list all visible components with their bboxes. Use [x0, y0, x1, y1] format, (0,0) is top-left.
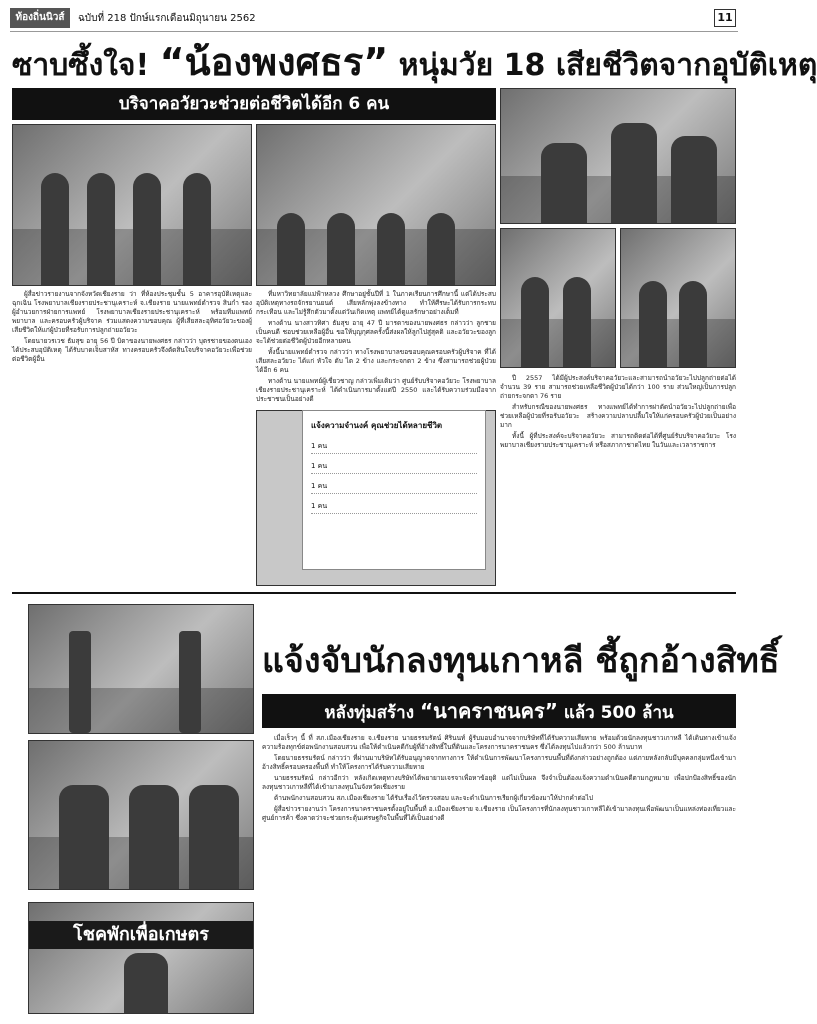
headline-suffix: หนุ่มวัย 18 เสียชีวิตจากอุบัติเหตุ [398, 48, 817, 83]
donor-card-row: 1 คน [311, 438, 477, 454]
donor-card [302, 410, 486, 570]
story1-column-1 [12, 290, 252, 586]
story2-para: โดยนายธรรมรัตน์ กล่าวว่า ที่ผ่านมาบริษัทได้รับอนุญาตจากทางการ ให้ดำเนินการพัฒนาโครงการบนพื้นที่ดังกล่าวอย่างถูกต้อง แต่ภายหลังกลับมีบุคคลกลุ่มหนึ่งเข้ามาอ้างสิทธิ์ครอบครองพื้นที่ ทำให้โครงการได้รับความเสียหาย [262, 754, 736, 771]
donor-card-title: แจ้งความจำนงค์ คุณช่วยได้หลายชีวิต [311, 421, 443, 430]
story1-banner: บริจาคอวัยวะช่วยต่อชีวิตได้อีก 6 คน [12, 88, 496, 120]
story2-body [262, 734, 736, 1014]
story1-headline [12, 40, 817, 84]
story1-col2-para: ทางด้าน นางสาวทิศา ธัมสุข อายุ 47 ปี มารดาของนายพงศธร กล่าวว่า ลูกชายเป็นคนดี ชอบช่วยเหลือผู้อื่น ขอให้บุญกุศลครั้งนี้ส่งผลให้ลูกไปสู่สุคติ และอวัยวะของลูกจะได้ช่วยต่อชีวิตผู้ป่วยอีกหลายคน [256, 319, 496, 345]
photo-investors [28, 740, 254, 890]
sign-text: โชคพักเพื่อเกษตร [29, 921, 253, 949]
newspaper-logo: ท้องถิ่นนิวส์ [10, 8, 70, 28]
banner-project-name: “นาคราชนคร” [419, 699, 558, 723]
headline-name: “น้องพงศธร” [159, 40, 389, 84]
banner-suffix: แล้ว 500 ล้าน [563, 703, 674, 723]
issue-info: ฉบับที่ 218 ปักษ์แรกเดือนมิถุนายน 2562 [78, 13, 256, 24]
story1-col2-para: ทางด้าน นายแพทย์ผู้เชี่ยวชาญ กล่าวเพิ่มเติมว่า ศูนย์รับบริจาคอวัยวะ โรงพยาบาลเชียงรายประชานุเคราะห์ ได้ดำเนินการมาตั้งแต่ปี 2550 และได้รับความร่วมมือจากประชาชนเป็นอย่างดี [256, 377, 496, 403]
story1-col3-para: ปี 2557 ได้มีผู้ประสงค์บริจาคอวัยวะและสามารถนำอวัยวะไปปลูกถ่ายต่อได้จำนวน 39 ราย สามารถช่วยเหลือชีวิตผู้ป่วยได้กว่า 100 ราย ส่วนใหญ่เป็นการปลูกถ่ายกระจกตา 76 ราย [500, 374, 736, 400]
headline-prefix: ซาบซึ้งใจ! [12, 48, 150, 83]
story2-para: เมื่อเร็วๆ นี้ ที่ สภ.เมืองเชียงราย จ.เชียงราย นายธรรมรัตน์ ศิรินนท์ ผู้รับมอบอำนาจจากบริษัทที่ได้รับความเสียหาย พร้อมด้วยนักลงทุนชาวเกาหลี ได้เดินทางเข้าแจ้งความร้องทุกข์ต่อพนักงานสอบสวน เพื่อให้ดำเนินคดีกับผู้ที่อ้างสิทธิ์ในที่ดินและโครงการนาคราชนคร ซึ่งได้ลงทุนไปแล้วกว่า 500 ล้านบาท [262, 734, 736, 751]
story1-col1-para: โดยนายวรเวช ธัมสุข อายุ 56 ปี บิดาของนายพงศธร กล่าวว่า บุตรชายของตนเองได้ประสบอุบัติเหตุ ได้รับบาดเจ็บสาหัส ทางครอบครัวจึงตัดสินใจบริจาคอวัยวะเพื่อช่วยต่อชีวิตผู้อื่น [12, 337, 252, 363]
story1-col1-para: ผู้สื่อข่าวรายงานจากจังหวัดเชียงราย ว่า ที่ห้องประชุมชั้น 5 อาคารอุบัติเหตุและฉุกเฉิน โรงพยาบาลเชียงรายประชานุเคราะห์ จ.เชียงราย นายแพทย์ตำรวจ สินกำ รองผู้อำนวยการฝ่ายการแพทย์ โรงพยาบาลเชียงรายประชานุเคราะห์ พร้อมทีมแพทย์ พยาบาล และครอบครัวผู้บริจาค ร่วมแสดงความขอบคุณ ผู้ที่เสียสละอุทิศอวัยวะของผู้เสียชีวิตให้แก่ผู้ป่วยที่รอรับการปลูกถ่ายอวัยวะ [12, 290, 252, 334]
page-number: 11 [714, 9, 736, 27]
masthead [10, 6, 738, 32]
photo-memorial-left [500, 228, 616, 368]
story1-col3-para: สำหรับกรณีของนายพงศธร ทางแพทย์ได้ทำการผ่าตัดนำอวัยวะไปปลูกถ่ายเพื่อช่วยเหลือผู้ป่วยที่รอรับอวัยวะ สร้างความปลาบปลื้มใจให้แก่ครอบครัวผู้ป่วยเป็นอย่างมาก [500, 403, 736, 429]
photo-project-site [28, 604, 254, 734]
story2-para: ด้านพนักงานสอบสวน สภ.เมืองเชียงราย ได้รับเรื่องไว้ตรวจสอบ และจะดำเนินการเรียกผู้เกี่ยวข้องมาให้ปากคำต่อไป [274, 794, 593, 802]
photo-press-conference [256, 124, 496, 286]
story1-column-2 [256, 290, 496, 408]
story2-headline: แจ้งจับนักลงทุนเกาหลี ชี้ถูกอ้างสิทธิ์ [262, 641, 780, 681]
photo-signboard [28, 902, 254, 1014]
photo-medical-staff [12, 124, 252, 286]
donor-card-row: 1 คน [311, 478, 477, 494]
story2-banner [262, 694, 736, 728]
story1-col2-para: ที่มหาวิทยาลัยแม่ฟ้าหลวง ศึกษาอยู่ชั้นปีที่ 1 ในภาคเรียนการศึกษานี้ แต่ได้ประสบอุบัติเหตุทางรถจักรยานยนต์ เสียหลักพุ่งลงข้างทาง ทำให้ศีรษะได้รับการกระทบกระเทือน และไม่รู้สึกตัวมาตั้งแต่วันเกิดเหตุ แพทย์ได้ดูแลรักษาอย่างเต็มที่ [256, 290, 496, 316]
story2-para: นายธรรมรัตน์ กล่าวอีกว่า หลังเกิดเหตุทางบริษัทได้พยายามเจรจาเพื่อหาข้อยุติ แต่ไม่เป็นผล จึงจำเป็นต้องแจ้งความดำเนินคดีตามกฎหมาย เพื่อปกป้องสิทธิ์ของนักลงทุนชาวเกาหลีที่ได้เข้ามาลงทุนในจังหวัดเชียงราย [262, 774, 736, 791]
photo-memorial-right [620, 228, 736, 368]
story2-para: ผู้สื่อข่าวรายงานว่า โครงการนาคราชนครตั้งอยู่ในพื้นที่ อ.เมืองเชียงราย จ.เชียงราย เป็นโครงการที่นักลงทุนชาวเกาหลีได้เข้ามาลงทุนเพื่อพัฒนาเป็นแหล่งท่องเที่ยวและศูนย์การค้า ซึ่งคาดว่าจะช่วยกระตุ้นเศรษฐกิจในพื้นที่ได้เป็นอย่างดี [262, 805, 736, 822]
donor-card-row: 1 คน [311, 498, 477, 514]
donor-card-row: 1 คน [311, 458, 477, 474]
photo-family [500, 88, 736, 224]
story1-column-3 [500, 374, 736, 586]
story1-col3-para: ทั้งนี้ ผู้ที่ประสงค์จะบริจาคอวัยวะ สามารถติดต่อได้ที่ศูนย์รับบริจาคอวัยวะ โรงพยาบาลเชียงรายประชานุเคราะห์ หรือสภากาชาดไทย ในวันและเวลาราชการ [500, 432, 736, 449]
story1-col2-para: ทั้งนี้นายแพทย์ตำรวจ กล่าวว่า ทางโรงพยาบาลขอขอบคุณครอบครัวผู้บริจาค ที่ได้เสียสละอวัยวะ ได้แก่ หัวใจ ตับ ไต 2 ข้าง และกระจกตา 2 ข้าง ซึ่งสามารถช่วยผู้ป่วยได้อีก 6 คน [256, 348, 496, 374]
banner-prefix: หลังทุ่มสร้าง [324, 703, 415, 723]
